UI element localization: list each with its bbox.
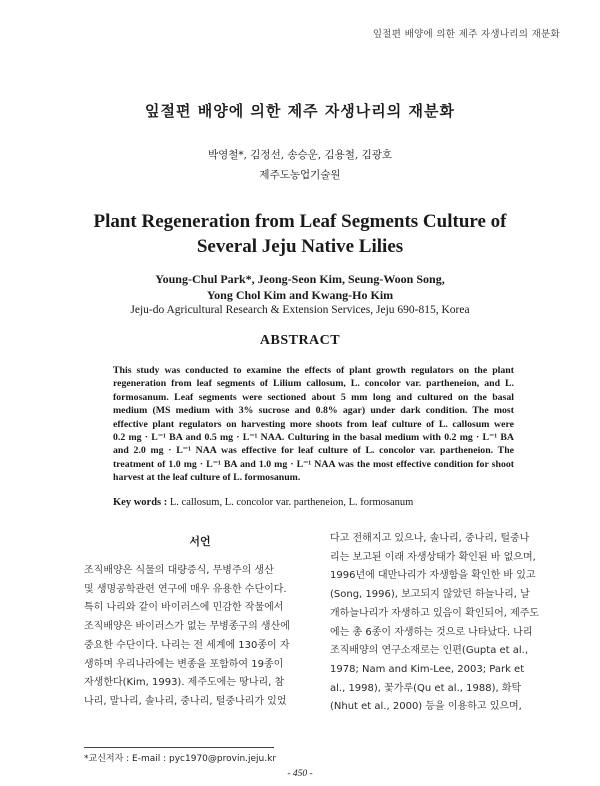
intro-right-column <box>330 530 562 717</box>
intro-left-column <box>84 562 316 712</box>
abstract-line: 0.2 mg · L⁻¹ BA and 0.5 mg · L⁻¹ NAA. Culturing in the basal medium with 0.2 mg · L⁻¹ BA <box>113 432 514 444</box>
abstract-line: harvest at the leaf culture of L. formosanum. <box>113 472 301 484</box>
abstract-heading: ABSTRACT <box>259 333 341 348</box>
abstract-line: regeneration from leaf segments of Lilium callosum, L. concolor var. partheneion, and L. <box>113 378 514 390</box>
english-title-line-2: Several Jeju Native Lilies <box>196 236 404 257</box>
body-line: (Nhut et al., 2000) 등을 이용하고 있으며, <box>330 701 522 713</box>
keywords-text: L. callosum, L. concolor var. partheneion, L. formosanum <box>167 497 414 508</box>
keywords-label: Key words : <box>113 497 168 508</box>
body-line: 1996년에 대만나리가 자생함을 확인한 바 있고 <box>330 570 536 582</box>
abstract-line: treatment of 1.0 mg · L⁻¹ BA and 1.0 mg · L⁻¹ NAA was the most effective condition for shoot <box>113 458 514 470</box>
keywords <box>113 497 533 508</box>
abstract-line: medium (MS medium with 3% sucrose and 0.8% agar) under dark condition. The most <box>113 405 514 417</box>
korean-affiliation: 제주도농업기술원 <box>259 169 341 181</box>
abstract-line: This study was conducted to examine the effects of plant growth regulators on the plant <box>113 365 514 376</box>
intro-heading: 서언 <box>189 535 211 548</box>
body-line: 생하며 우리나라에는 변종을 포함하여 19종이 <box>84 658 284 670</box>
body-line: 1978; Nam and Kim-Lee, 2003; Park et <box>330 663 525 675</box>
body-line: 개하늘나리가 자생하고 있음이 확인되어, 제주도 <box>330 607 540 619</box>
english-authors-line-1: Young-Chul Park*, Jeong-Seon Kim, Seung-Woon Song, <box>155 272 445 286</box>
body-line: 조직배양은 바이러스가 없는 무병종구의 생산에 <box>84 621 290 633</box>
page-number: - 450 - <box>287 769 313 779</box>
english-affiliation: Jeju-do Agricultural Research & Extension Services, Jeju 690-815, Korea <box>130 304 470 316</box>
body-line: (Song, 1996), 보고되지 않았던 하늘나리, 날 <box>330 589 530 601</box>
english-title-line-1: Plant Regeneration from Leaf Segments Culture of <box>93 211 507 232</box>
korean-authors: 박영철*, 김정선, 송승운, 김용철, 김광호 <box>207 149 393 161</box>
body-line: 조직배양의 연구소재로는 인편(Gupta et al., <box>330 645 529 657</box>
english-authors-line-2: Yong Chol Kim and Kwang-Ho Kim <box>206 288 394 302</box>
body-line: 중요한 수단이다. 나리는 전 세계에 130종이 자 <box>84 639 290 651</box>
abstract-line: effective plant regulators on harvesting more shoots from leaf culture of L. callosum were <box>113 418 514 430</box>
running-head: 잎절편 배양에 의한 제주 자생나리의 재분화 <box>372 29 560 40</box>
body-line: 조직배양은 식물의 대량증식, 무병주의 생산 <box>84 565 274 576</box>
body-line: 에는 총 6종이 자생하는 것으로 나타났다. 나리 <box>330 626 533 638</box>
body-line: 다고 전해지고 있으나, 솔나리, 중나리, 털중나 <box>330 533 530 544</box>
abstract-body <box>113 364 514 485</box>
korean-title: 잎절편 배양에 의한 제주 자생나리의 재분화 <box>145 102 455 120</box>
body-line: 특히 나리와 같이 바이러스에 민감한 작물에서 <box>84 602 284 614</box>
body-line: 리는 보고된 이래 자생상태가 확인된 바 없으며, <box>330 551 536 563</box>
abstract-line: and 2.0 mg · L⁻¹ NAA was effective for leaf culture of L. concolor var. partheneion. The <box>113 445 514 457</box>
body-line: 나리, 말나리, 솔나리, 중나리, 털중나리가 있었 <box>84 695 287 707</box>
corresponding-author-footnote: *교신저자 : E-mail : pyc1970@provin.jeju.kr <box>84 754 277 764</box>
body-line: 자생한다(Kim, 1993). 제주도에는 땅나리, 참 <box>84 677 285 689</box>
body-line: al., 1998), 꽃가루(Qu et al., 1988), 화탁 <box>330 682 522 694</box>
footnote-divider <box>84 747 274 748</box>
body-line: 및 생명공학관련 연구에 매우 유용한 수단이다. <box>84 583 287 595</box>
abstract-line: formosanum. Leaf segments were sectioned about 5 mm long and cultured on the basal <box>113 391 514 403</box>
